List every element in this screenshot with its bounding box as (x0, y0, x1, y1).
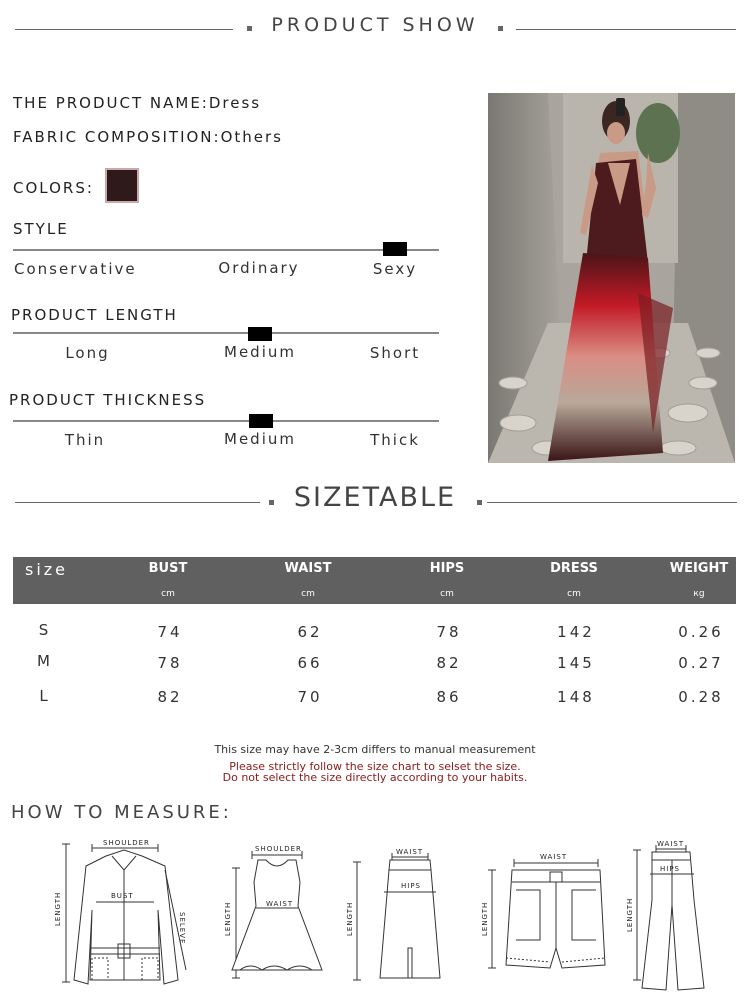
thickness-selected-marker (249, 414, 273, 428)
style-option-ordinary: Ordinary (218, 259, 300, 277)
column-dress: DRESS (550, 561, 598, 576)
jacket-length-label: LENGTH (54, 891, 62, 926)
column-weight: WEIGHT (669, 561, 729, 576)
sizetable-square-right (477, 500, 482, 505)
column-weight-unit: кg (693, 589, 705, 599)
how-to-measure-title: HOW TO MEASURE: (11, 802, 232, 823)
dress-length-label: LENGTH (224, 901, 232, 936)
table-cell: 62 (297, 623, 323, 641)
skirt-diagram (353, 853, 440, 980)
product-photo (488, 93, 735, 463)
table-cell: 148 (557, 688, 595, 706)
length-scale-track (13, 332, 439, 334)
table-cell: 82 (436, 654, 462, 672)
dress-model-illustration (488, 93, 735, 463)
dress-waist-label: WAIST (266, 900, 294, 908)
table-cell: 142 (557, 623, 595, 641)
dress-diagram (232, 851, 322, 978)
table-cell: 78 (436, 623, 462, 641)
colors-label: COLORS: (13, 179, 94, 197)
thickness-title: PRODUCT THICKNESS (9, 391, 207, 409)
jacket-diagram (62, 844, 186, 984)
column-hips: HIPS (429, 561, 465, 576)
skirt-length-label: LENGTH (346, 901, 354, 936)
jacket-sleeve-label: SELEVE (178, 912, 186, 945)
size-chart-warning: Please strictly follow the size chart to selset the size. (229, 760, 521, 773)
size-column-label: size (25, 560, 69, 579)
table-cell: 0.27 (678, 654, 724, 672)
habit-warning: Do not select the size directly according to your habits. (222, 771, 528, 784)
table-row-size: L (39, 687, 51, 705)
length-option-long: Long (65, 344, 110, 362)
table-cell: 82 (157, 688, 183, 706)
sizetable-title: SIZETABLE (293, 482, 457, 513)
column-hips-unit: cm (440, 589, 454, 599)
table-cell: 0.26 (678, 623, 724, 641)
dress-shoulder-label: SHOULDER (255, 845, 302, 853)
header-rule-right (516, 29, 736, 30)
shorts-length-label: LENGTH (481, 901, 489, 936)
column-dress-unit: cm (567, 589, 581, 599)
style-title: STYLE (13, 220, 69, 238)
product-name: THE PRODUCT NAME:Dress (13, 94, 262, 112)
column-waist-unit: cm (301, 589, 315, 599)
jacket-bust-label: BUST (111, 892, 134, 900)
pants-hips-label: HIPS (660, 865, 680, 873)
thickness-option-thick: Thick (370, 431, 420, 449)
measurement-note: This size may have 2-3cm differs to manual measurement (214, 743, 536, 756)
table-row-size: M (37, 652, 53, 670)
style-selected-marker (383, 242, 407, 256)
size-table-header (13, 557, 736, 604)
column-bust-unit: cm (161, 589, 175, 599)
page-title: PRODUCT SHOW (271, 14, 479, 36)
thickness-scale-track (13, 420, 439, 422)
thickness-option-thin: Thin (64, 431, 106, 449)
table-cell: 70 (297, 688, 323, 706)
shorts-diagram (488, 859, 605, 968)
style-scale-track (13, 249, 439, 251)
table-cell: 78 (157, 654, 183, 672)
length-title: PRODUCT LENGTH (11, 306, 178, 324)
length-option-medium: Medium (224, 343, 296, 361)
column-bust: BUST (148, 561, 188, 576)
table-cell: 0.28 (678, 688, 724, 706)
color-swatch[interactable] (105, 168, 139, 203)
length-option-short: Short (369, 344, 421, 362)
pants-waist-label: WAIST (657, 840, 685, 848)
shorts-waist-label: WAIST (540, 853, 568, 861)
length-selected-marker (248, 327, 272, 341)
table-cell: 66 (297, 654, 323, 672)
thickness-option-medium: Medium (224, 430, 296, 448)
fabric-composition: FABRIC COMPOSITION:Others (13, 128, 283, 146)
table-row-size: S (38, 621, 52, 639)
header-square-right (498, 26, 503, 31)
measurement-diagrams (0, 830, 750, 995)
style-option-conservative: Conservative (14, 260, 137, 278)
table-cell: 86 (436, 688, 462, 706)
skirt-waist-label: WAIST (396, 848, 424, 856)
jacket-shoulder-label: SHOULDER (103, 839, 150, 847)
style-option-sexy: Sexy (372, 260, 418, 278)
column-waist: WAIST (284, 561, 332, 576)
pants-length-label: LENGTH (626, 897, 634, 932)
sizetable-rule-right (487, 502, 737, 503)
table-cell: 145 (557, 654, 595, 672)
skirt-hips-label: HIPS (401, 882, 421, 890)
table-cell: 74 (157, 623, 183, 641)
